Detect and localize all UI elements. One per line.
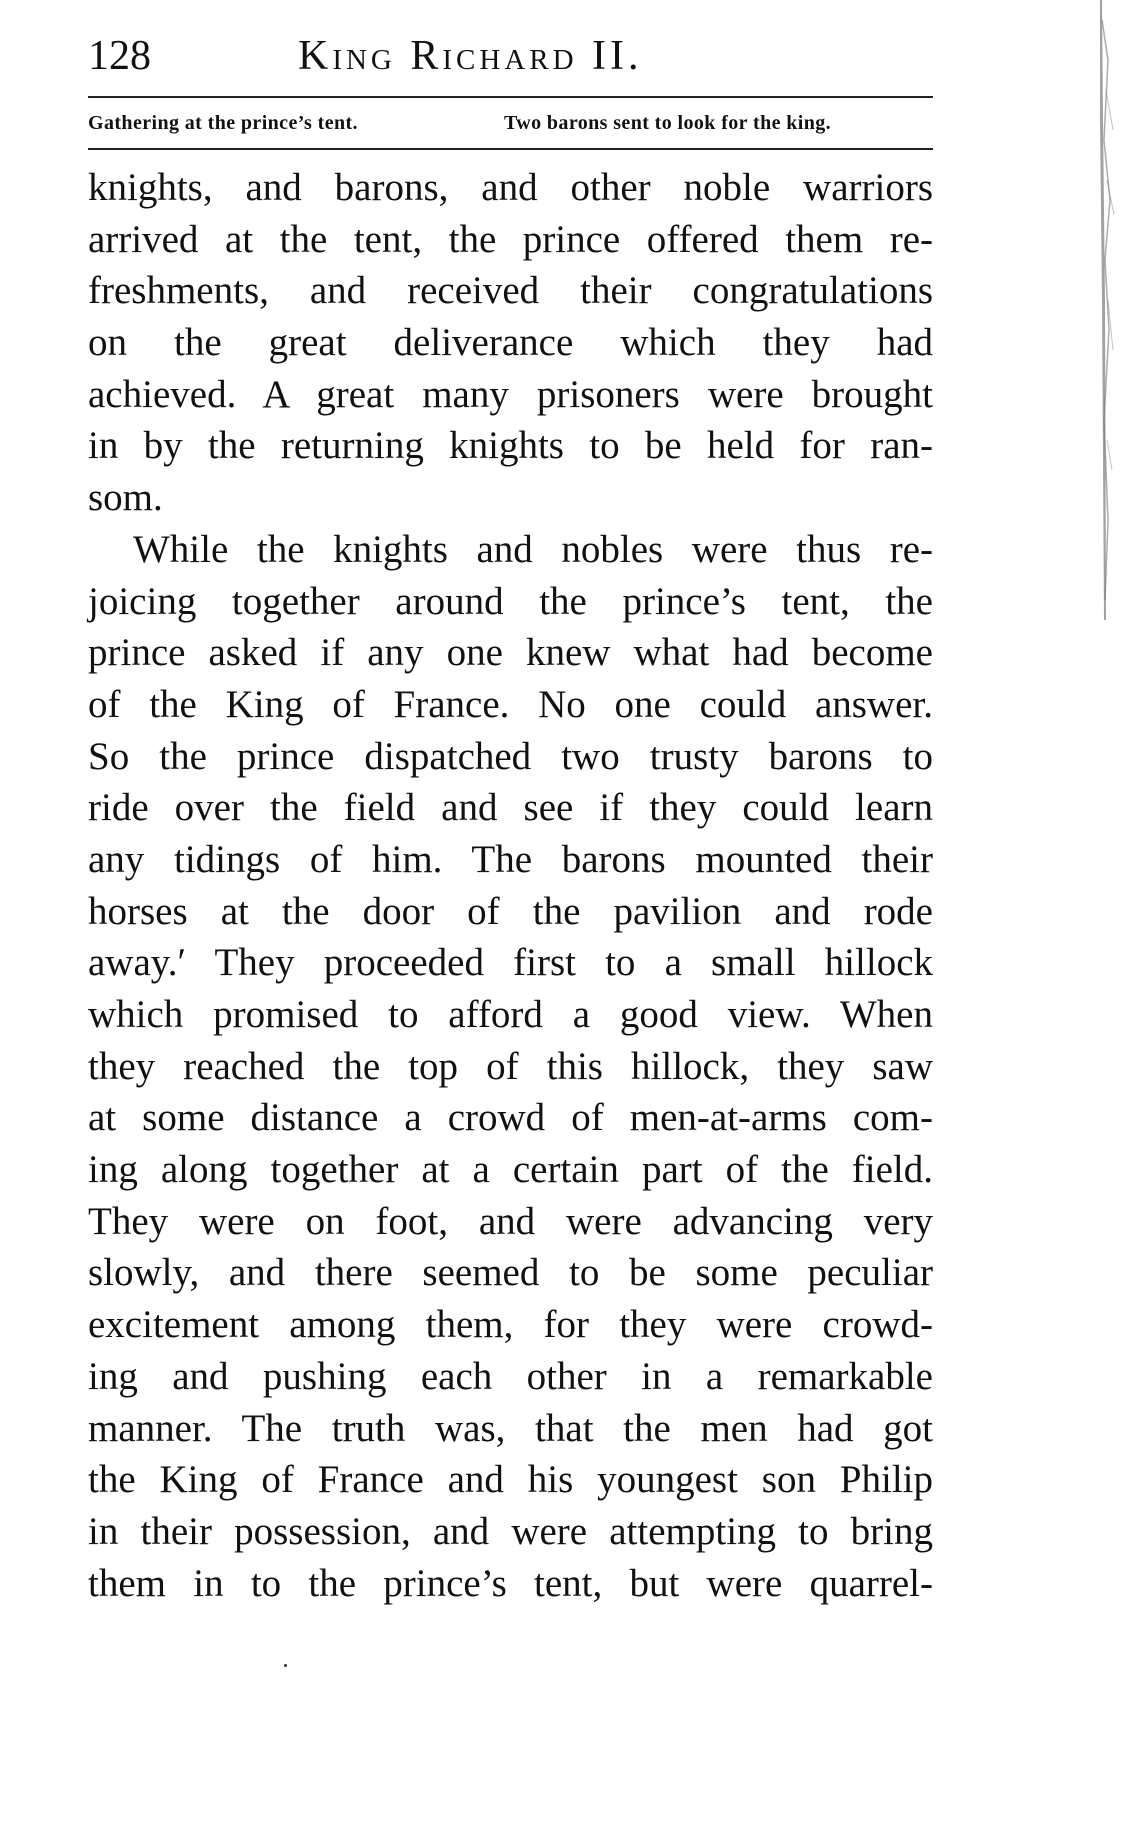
text-line: any tidings of him. The barons mounted their <box>88 837 933 881</box>
text-line: they reached the top of this hillock, they saw <box>88 1044 933 1088</box>
text-line: manner. The truth was, that the men had got <box>88 1406 933 1450</box>
text-line: slowly, and there seemed to be some peculiar <box>88 1251 933 1295</box>
body-text <box>88 162 933 1609</box>
sidenote-right: Two barons sent to look for the king. <box>504 112 832 134</box>
running-head <box>88 28 933 88</box>
text-line: in by the returning knights to be held for ran- <box>88 424 933 468</box>
text-line: joicing together around the prince’s tent, the <box>88 579 933 623</box>
text-line: som. <box>88 476 163 520</box>
text-line: ride over the field and see if they could learn <box>88 786 933 830</box>
paragraph <box>88 524 933 1609</box>
text-line: away.ʹ They proceeded first to a small hillock <box>88 941 933 985</box>
page-number: 128 <box>88 33 151 79</box>
text-line: which promised to afford a good view. When <box>88 993 933 1036</box>
text-line: So the prince dispatched two trusty barons to <box>88 734 933 778</box>
text-line: knights, and barons, and other noble warriors <box>88 166 933 209</box>
text-line: horses at the door of the pavilion and rode <box>88 889 933 933</box>
page-edge-shadow <box>1086 0 1122 620</box>
text-line: them in to the prince’s tent, but were quarrel- <box>88 1561 933 1605</box>
text-line: at some distance a crowd of men-at-arms com- <box>88 1096 933 1140</box>
header-rule-bottom <box>88 148 933 150</box>
text-line: excitement among them, for they were crowd- <box>88 1303 933 1347</box>
sidenote-left: Gathering at the prince’s tent. <box>88 112 358 134</box>
text-line: ing and pushing each other in a remarkable <box>88 1354 933 1398</box>
paragraph-continued <box>88 162 933 524</box>
running-title: King Richard II. <box>298 33 643 79</box>
text-line: on the great deliverance which they had <box>88 321 933 365</box>
header-rule-top <box>88 96 933 98</box>
text-line: in their possession, and were attempting to bring <box>88 1509 933 1553</box>
text-line: They were on foot, and were advancing very <box>88 1199 933 1243</box>
text-line: freshments, and received their congratulations <box>88 269 933 313</box>
text-line: ing along together at a certain part of the field. <box>88 1148 933 1192</box>
text-line: of the King of France. No one could answer. <box>88 682 933 726</box>
text-line: the King of France and his youngest son Philip <box>88 1458 933 1502</box>
ink-speck <box>284 1664 287 1667</box>
text-line: While the knights and nobles were thus re- <box>133 527 933 571</box>
text-line: prince asked if any one knew what had become <box>88 631 933 675</box>
text-line: achieved. A great many prisoners were brought <box>88 372 933 416</box>
text-line: arrived at the tent, the prince offered them re- <box>88 217 933 261</box>
